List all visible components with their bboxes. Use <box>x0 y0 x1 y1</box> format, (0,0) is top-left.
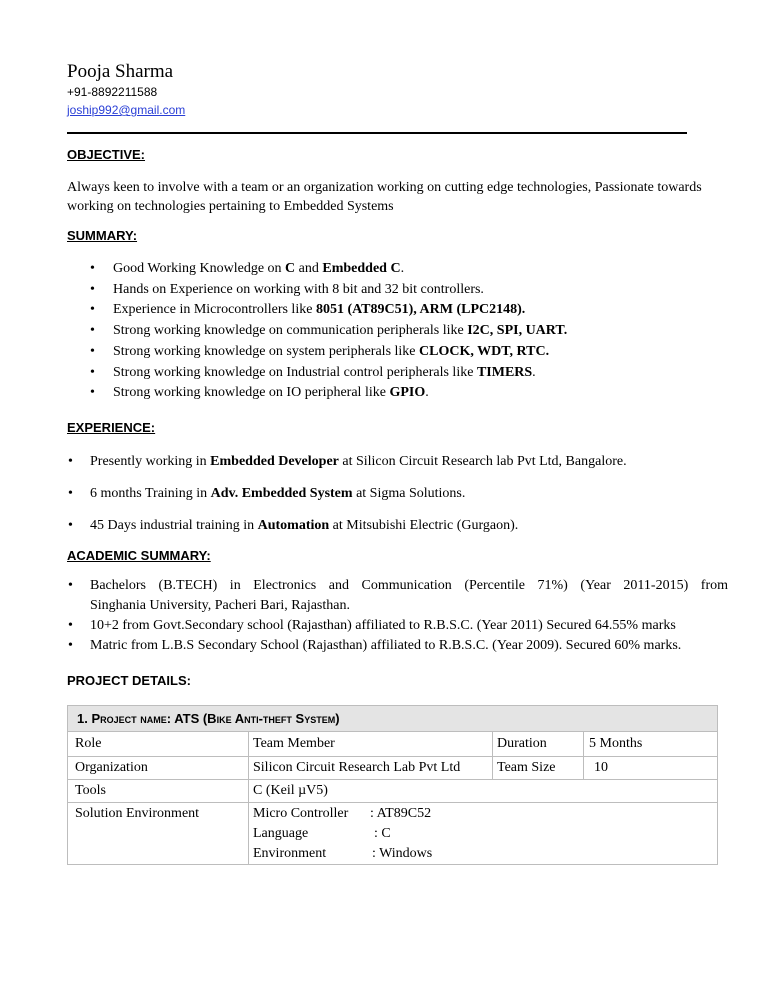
table-row-divider <box>68 756 717 757</box>
environment-label: Solution Environment <box>75 806 200 821</box>
summary-item: • Experience in Microcontrollers like 8051 (AT89C51), ARM (LPC2148). <box>113 300 567 321</box>
academic-item-line: Singhania University, Pacheri Bari, Rajasthan. <box>90 597 350 613</box>
summary-item: • Strong working knowledge on system peripherals like CLOCK, WDT, RTC. <box>113 342 567 363</box>
env-row: Micro Controller : AT89C52 <box>253 806 432 821</box>
table-row-divider <box>68 802 717 803</box>
table-col-divider <box>492 732 493 779</box>
organization-value: Silicon Circuit Research Lab Pvt Ltd <box>253 760 461 775</box>
duration-label: Duration <box>497 736 547 751</box>
header-divider <box>67 132 687 134</box>
organization-label: Organization <box>75 760 148 775</box>
academic-item: • 10+2 from Govt.Secondary school (Rajasthan) affiliated to R.B.S.C. (Year 2011) Secured 64.55% marks <box>90 616 728 636</box>
environment-values <box>253 804 432 864</box>
candidate-name: Pooja Sharma <box>67 61 174 82</box>
summary-heading: SUMMARY: <box>67 228 138 243</box>
experience-heading: EXPERIENCE: <box>67 420 156 435</box>
team-size-value: 10 <box>594 760 608 775</box>
summary-list <box>113 259 567 404</box>
env-row: Environment : Windows <box>253 846 433 861</box>
academic-item: • Matric from L.B.S Secondary School (Rajasthan) affiliated to R.B.S.C. (Year 2009). Secured 60% marks. <box>90 636 728 656</box>
table-col-divider <box>248 732 249 864</box>
summary-item: • Strong working knowledge on communication peripherals like I2C, SPI, UART. <box>113 321 567 342</box>
summary-item: • Hands on Experience on working with 8 bit and 32 bit controllers. <box>113 280 567 301</box>
email-link[interactable]: joship992@gmail.com <box>67 103 186 117</box>
tools-value: C (Keil µV5) <box>253 783 328 798</box>
env-row: Language : C <box>253 826 391 841</box>
academic-heading: ACADEMIC SUMMARY: <box>67 548 211 563</box>
role-value: Team Member <box>253 736 335 751</box>
objective-text: Always keen to involve with a team or an organization working on cutting edge technologies, Passionate towards working on technologies pertaining to Embedded Systems <box>67 180 702 214</box>
objective-heading: OBJECTIVE: <box>67 147 146 162</box>
summary-item: • Strong working knowledge on Industrial control peripherals like TIMERS. <box>113 363 567 384</box>
academic-item <box>90 576 728 615</box>
phone-number: +91-8892211588 <box>67 85 158 99</box>
table-col-divider <box>583 732 584 779</box>
experience-item: • 6 months Training in Adv. Embedded System at Sigma Solutions. <box>90 484 465 503</box>
academic-item-line: • Bachelors (B.TECH) in Electronics and Communication (Percentile 71%) (Year 2011-2015) from <box>90 578 728 593</box>
summary-item: • Strong working knowledge on IO peripheral like GPIO. <box>113 383 567 404</box>
summary-item: • Good Working Knowledge on C and Embedded C. <box>113 259 567 280</box>
tools-label: Tools <box>75 783 106 798</box>
project-title: 1. Project name: ATS (Bike Anti-theft System) <box>68 706 717 732</box>
role-label: Role <box>75 736 102 751</box>
table-row-divider <box>68 779 717 780</box>
experience-item: • Presently working in Embedded Developer at Silicon Circuit Research lab Pvt Ltd, Bangalore. <box>90 452 627 471</box>
duration-value: 5 Months <box>589 736 643 751</box>
projects-heading: PROJECT DETAILS: <box>67 673 191 688</box>
project-table <box>67 705 718 865</box>
team-size-label: Team Size <box>497 760 556 775</box>
experience-item: • 45 Days industrial training in Automation at Mitsubishi Electric (Gurgaon). <box>90 516 518 535</box>
